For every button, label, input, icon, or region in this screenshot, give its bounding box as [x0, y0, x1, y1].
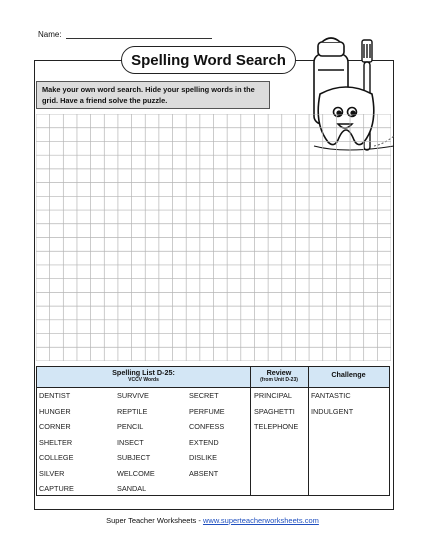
- instructions-box: Make your own word search. Hide your spelling words in the grid. Have a friend solve the puzzle.: [36, 81, 270, 109]
- spelling-list-subtitle: VCCV Words: [128, 377, 159, 383]
- spelling-word: CONFESS: [189, 422, 225, 431]
- spelling-word: HUNGER: [39, 406, 71, 416]
- spelling-word: DENTIST: [39, 391, 71, 400]
- spelling-word: REPTILE: [117, 406, 148, 416]
- footer-text: Super Teacher Worksheets -: [106, 516, 203, 525]
- spelling-word: PENCIL: [117, 422, 144, 431]
- spelling-word: SANDAL: [117, 484, 147, 493]
- spelling-word: CORNER: [39, 422, 71, 431]
- spelling-words-table: [36, 366, 390, 496]
- worksheet-title: Spelling Word Search: [121, 46, 296, 74]
- spelling-word: ABSENT: [189, 468, 219, 478]
- challenge-header: Challenge: [331, 370, 366, 379]
- spelling-word: FANTASTIC: [311, 391, 351, 400]
- spelling-word: PERFUME: [189, 406, 225, 416]
- spelling-list-header: [37, 369, 250, 383]
- word-search-grid[interactable]: [36, 114, 391, 361]
- spelling-word: SURVIVE: [117, 391, 149, 400]
- spelling-word: PRINCIPAL: [254, 391, 292, 400]
- footer: [0, 516, 425, 525]
- name-line[interactable]: [66, 38, 212, 39]
- spelling-word: INDULGENT: [311, 406, 354, 416]
- spelling-word: SECRET: [189, 391, 219, 400]
- spelling-word: SUBJECT: [117, 453, 151, 462]
- name-label: Name:: [38, 30, 62, 39]
- spelling-word: SHELTER: [39, 437, 73, 447]
- spelling-list-title: Spelling List D-25:: [112, 368, 175, 377]
- spelling-word: INSECT: [117, 437, 144, 447]
- spelling-word: TELEPHONE: [254, 422, 299, 431]
- spelling-word: CAPTURE: [39, 484, 74, 493]
- footer-link[interactable]: www.superteacherworksheets.com: [202, 516, 319, 525]
- spelling-word: SPAGHETTI: [254, 406, 295, 416]
- review-title: Review: [266, 368, 292, 377]
- spelling-word: WELCOME: [117, 468, 155, 478]
- spelling-word: EXTEND: [189, 437, 219, 447]
- table-divider: [250, 367, 251, 495]
- spelling-word: DISLIKE: [189, 453, 217, 462]
- review-subtitle: (from Unit D-23): [260, 377, 298, 383]
- spelling-word: COLLEGE: [39, 453, 74, 462]
- table-divider: [308, 367, 309, 495]
- review-header: [250, 369, 308, 383]
- spelling-word: SILVER: [39, 468, 65, 478]
